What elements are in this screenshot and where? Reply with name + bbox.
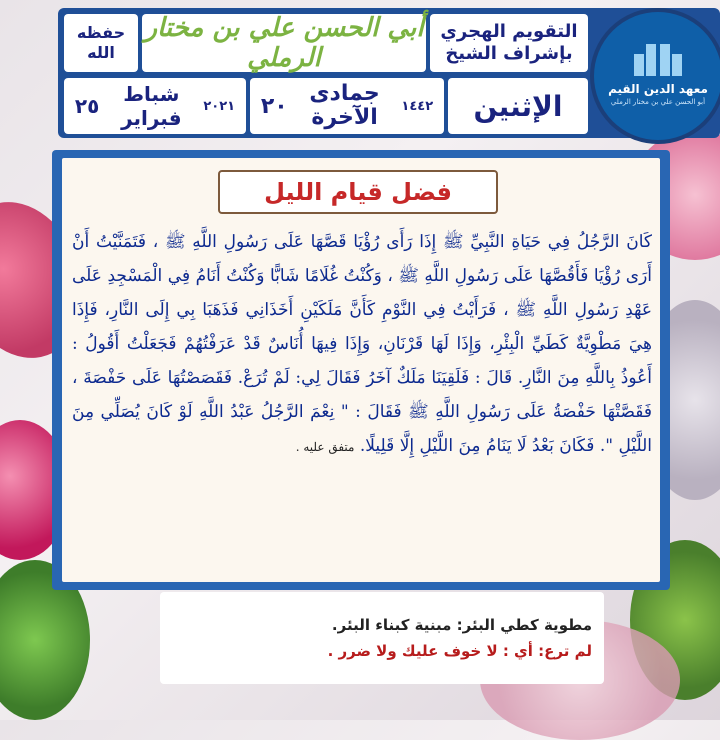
greg-year: ٢٠٢١ <box>203 98 236 114</box>
gregorian-date <box>64 78 246 134</box>
hadith-body: كَانَ الرَّجُلُ فِي حَيَاةِ النَّبِيِّ ﷺ إِذَا رَأَى رُؤْيَا قَصَّهَا عَلَى رَسُولِ اللَّهِ ﷺ ، فَتَمَنَّيْتُ أَنْ أَرَى رُؤْيَا فَأَقُصَّهَا عَلَى رَسُولِ اللَّهِ ﷺ ، وَكُنْتُ غُلَامًا شَابًّا وَكُنْتُ أَنَامُ فِي الْمَسْجِدِ عَلَى عَهْدِ رَسُولِ اللَّهِ ﷺ ، فَرَأَيْتُ فِي النَّوْمِ كَأَنَّ مَلَكَيْنِ أَخَذَانِي فَذَهَبَا بِي إِلَى النَّارِ، فَإِذَا هِيَ مَطْوِيَّةٌ كَطَيِّ الْبِئْرِ، وَإِذَا لَهَا قَرْنَانِ، وَإِذَا فِيهَا أُنَاسٌ قَدْ عَرَفْتُهُمْ فَجَعَلْتُ أَقُولُ : أَعُوذُ بِاللَّهِ مِنَ النَّارِ. قَالَ : فَلَقِيَنَا مَلَكٌ آخَرُ فَقَالَ لِي: لَمْ تُرَعْ. فَقَصَصْتُهَا عَلَى حَفْصَةَ ، فَقَصَّتْهَا حَفْصَةُ عَلَى رَسُولِ اللَّهِ ﷺ فَقَالَ : " نِعْمَ الرَّجُلُ عَبْدُ اللَّهِ لَوْ كَانَ يُصَلِّي مِنَ اللَّيْلِ ". فَكَانَ بَعْدُ لَا يَنَامُ مِنَ اللَّيْلِ إِلَّا قَلِيلًا. <box>72 232 652 456</box>
sheikh-name: أبي الحسن علي بن مختار الرملي <box>142 14 426 72</box>
hadith-source: متفق عليه . <box>295 440 355 454</box>
hafiz-label: حفظه الله <box>64 14 138 72</box>
note-line-2: لم ترع: أي : لا خوف عليك ولا ضرر . <box>327 642 592 660</box>
book-icon <box>630 36 686 76</box>
logo-subtitle: أبو الحسن علي بن مختار الرملي <box>610 98 706 106</box>
note-line-1: مطوية كطي البئر: مبنية كبناء البئر. <box>331 616 592 634</box>
weekday: الإثنين <box>448 78 588 134</box>
hadith-text <box>72 225 652 575</box>
hadith-title: فضل قيام الليل <box>218 170 498 214</box>
calendar-title: التقويم الهجري بإشراف الشيخ <box>430 14 588 72</box>
logo-name: معهد الدين القيم <box>608 82 708 96</box>
hijri-day: ٢٠ <box>260 93 288 119</box>
glossary-notes <box>160 592 604 684</box>
hijri-month: جمادى الآخرة <box>309 81 380 130</box>
hijri-date <box>250 78 444 134</box>
hijri-year: ١٤٤٢ <box>401 98 434 114</box>
greg-day: ٢٥ <box>74 94 100 118</box>
greg-month: شباط فبراير <box>121 82 182 130</box>
institute-logo <box>590 8 720 144</box>
